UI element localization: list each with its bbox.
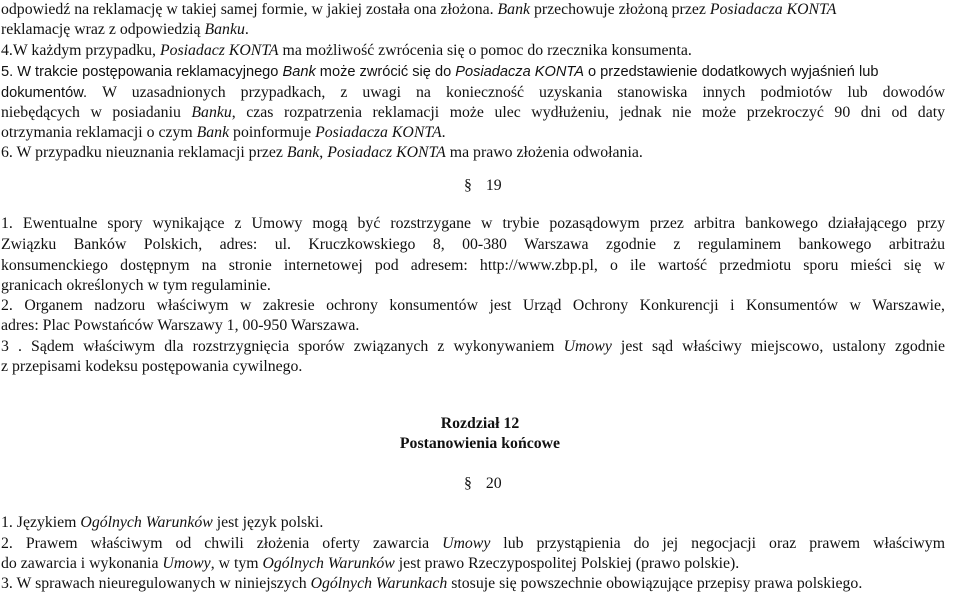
text-line: konsumenckiego dostępnym na stronie internetowej pod adresem: http://www.zbp.pl, o ile wartość przedmiotu sporu mieści się w <box>1 257 945 274</box>
text-line: 6. W przypadku nieuznania reklamacji przez Bank, Posiadacz KONTA ma prawo złożenia odwołania. <box>1 144 643 161</box>
text-line: 5. W trakcie postępowania reklamacyjnego Bank może zwrócić się do Posiadacza KONTA o przedstawienie dodatkowych wyjaśnień lub <box>1 64 879 80</box>
text-line: reklamację wraz z odpowiedzią Banku. <box>1 21 249 38</box>
text-line: 3 . Sądem właściwym dla rozstrzygnięcia sporów związanych z wykonywaniem Umowy jest sąd właściwy miejscowo, ustalony zgodnie <box>1 338 946 355</box>
text-line: 2. Organem nadzoru właściwym w zakresie ochrony konsumentów jest Urząd Ochrony Konkurencji i Konsumentów w Warszawie, <box>1 297 945 314</box>
text-line: odpowiedź na reklamację w takiej samej formie, w jakiej została ona złożona. Bank przechowuje złożoną przez Posiadacza KONTA <box>1 1 837 18</box>
text-line: do zawarcia i wykonania Umowy, w tym Ogólnych Warunków jest prawo Rzeczypospolitej Polskiej (prawo polskie). <box>1 555 740 572</box>
text-line: 1. Ewentualne spory wynikające z Umowy mogą być rozstrzygane w trybie pozasądowym przez arbitra bankowego działającego przy <box>1 215 945 232</box>
chapter-subtitle: Postanowienia końcowe <box>399 435 561 452</box>
chapter-title: Rozdział 12 <box>440 415 520 432</box>
text-line: z przepisami kodeksu postępowania cywilnego. <box>1 358 303 375</box>
text-line: otrzymania reklamacji o czym Bank poinformuje Posiadacza KONTA. <box>1 124 446 141</box>
paragraph-number: § 19 <box>464 177 502 194</box>
text-line: 4.W każdym przypadku, Posiadacz KONTA ma możliwość zwrócenia się o pomoc do rzecznika konsumenta. <box>1 42 692 59</box>
text-line: Związku Banków Polskich, adres: ul. Kruczkowskiego 8, 00-380 Warszawa zgodnie z regulaminem bankowego arbitrażu <box>1 236 945 253</box>
text-line: 2. Prawem właściwym od chwili złożenia oferty zawarcia Umowy lub przystąpienia do jej negocjacji oraz prawem właściwym <box>1 535 945 552</box>
text-line: 1. Językiem Ogólnych Warunków jest język polski. <box>1 514 324 531</box>
text-line: adres: Plac Powstańców Warszawy 1, 00-950 Warszawa. <box>1 317 360 334</box>
text-line: granicach określonych w tym regulaminie. <box>1 277 271 294</box>
paragraph-number: § 20 <box>464 475 502 492</box>
text-line: dokumentów. W uzasadnionych przypadkach, z uwagi na konieczność uzyskania stanowiska innych podmiotów lub dowodów <box>1 84 945 101</box>
text-line: 3. W sprawach nieuregulowanych w niniejszych Ogólnych Warunkach stosuje się powszechnie obowiązujące przepisy prawa polskiego. <box>1 575 863 592</box>
text-line: niebędących w posiadaniu Banku, czas rozpatrzenia reklamacji może ulec wydłużeniu, jednak nie może przekroczyć 90 dni od daty <box>1 104 945 121</box>
